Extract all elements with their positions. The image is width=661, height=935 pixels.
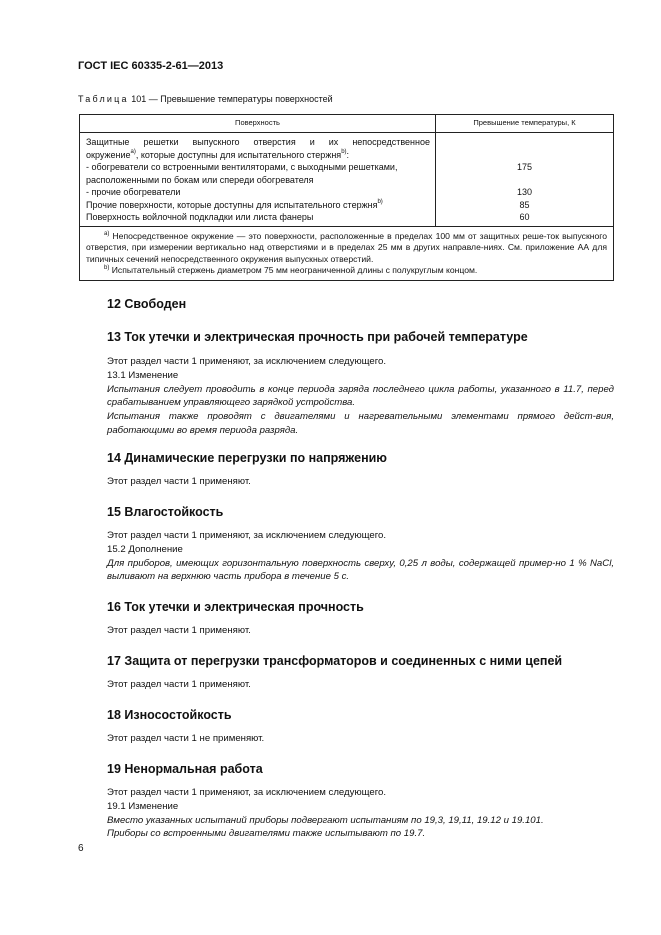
row1-item-other-heaters: - прочие обогреватели: [86, 187, 181, 197]
footnote-ref-b: b): [341, 148, 347, 155]
footnotes-cell: [80, 226, 614, 280]
section-13-body: Этот раздел части 1 применяют, за исключением следующего. 13.1 Изменение Испытания следует проводить в конце периода заряда последнего цикла работы, указанного в 11.7, перед срабатыванием управляющего зарядкой устройства. Испытания также проводят с двигателями и нагревательными элементами прямого дейст-вия, работающими во время периода разряда.: [107, 356, 614, 436]
footnote-ref-a: a): [130, 148, 136, 155]
row1-item-fan-heaters: - обогреватели со встроенными вентиляторами, с выходными решетками, расположенными по бокам или спереди обогревателя: [86, 162, 398, 185]
section-17-body: Этот раздел части 1 применяют.: [107, 679, 251, 690]
header-surface: Поверхность: [80, 115, 436, 133]
document-code: ГОСТ IEC 60335-2-61—2013: [78, 60, 224, 72]
row3-felt-pad: Поверхность войлочной подкладки или листа фанеры: [86, 212, 314, 222]
section-15-body: Этот раздел части 1 применяют, за исключением следующего. 15.2 Дополнение Для приборов, имеющих горизонтальную поверхность сверху, 0,25 л воды, содержащей пример-но 1 % NaCl, выливают на верхнюю часть прибора в течение 5 с.: [107, 530, 614, 583]
section-17-title: 17 Защита от перегрузки трансформаторов и соединенных с ними цепей: [107, 654, 563, 668]
section-15-title: 15 Влагостойкость: [107, 505, 224, 519]
table-caption-word: Таблица: [78, 94, 129, 104]
section-14-title: 14 Динамические перегрузки по напряжению: [107, 451, 387, 465]
value-cell: [436, 133, 614, 227]
value-85: 85: [519, 199, 530, 210]
table-header-row: [80, 115, 614, 133]
section-13-title: 13 Ток утечки и электрическая прочность при рабочей температуре: [107, 330, 528, 344]
page-number: 6: [78, 843, 84, 854]
section-12-title: 12 Свободен: [107, 297, 187, 311]
footnote-ref-b: b): [377, 198, 383, 205]
section-19-body: Этот раздел части 1 применяют, за исключением следующего. 19.1 Изменение Вместо указанных испытаний приборы подвергают испытаниям по 19,3, 19,11, 19.12 и 19.101. Приборы со встроенными двигателями также испытывают по 19.7.: [107, 787, 544, 840]
row1-line1: Защитные решетки выпускного отверстия и их непосредственное: [86, 137, 430, 147]
section-18-title: 18 Износостойкость: [107, 708, 232, 722]
value-130: 130: [516, 187, 533, 197]
table-caption-text: 101 — Превышение температуры поверхностей: [131, 94, 333, 104]
section-18-body: Этот раздел части 1 не применяют.: [107, 733, 265, 744]
section-16-title: 16 Ток утечки и электрическая прочность: [107, 600, 364, 614]
table-row: [80, 133, 614, 227]
value-175: 175: [516, 162, 533, 172]
section-19-title: 19 Ненормальная работа: [107, 762, 263, 776]
table-caption: [78, 94, 333, 104]
row2-other-surfaces: Прочие поверхности, которые доступны для испытательного стержня$^{b)}$: [86, 198, 383, 210]
footnote-b: $^{b)}$ Испытательный стержень диаметром 75 мм неограниченной длины с полукруглым концом.: [104, 265, 478, 275]
footnote-a: $^{a)}$ Непосредственное окружение — это поверхности, расположенные в пределах 100 мм от защитных реше-ток выпускного отверстия, при измерении вертикально над отверстиями и в пределах 25 мм в других направле-ниях. См. приложение АА для типичных сечений непосредственного окружения выпускных отверстий.: [86, 230, 607, 264]
row1-line2: окружение$^{a)}$, которые доступны для испытательного стержня$^{b)}$:: [86, 148, 350, 160]
section-16-body: Этот раздел части 1 применяют.: [107, 625, 251, 636]
temperature-table: [79, 114, 614, 281]
value-60: 60: [519, 212, 530, 222]
header-temperature-rise: Превышение температуры, К: [436, 115, 614, 133]
surface-cell: [80, 133, 436, 227]
section-14-body: Этот раздел части 1 применяют.: [107, 476, 251, 487]
table-footnotes-row: [80, 226, 614, 280]
